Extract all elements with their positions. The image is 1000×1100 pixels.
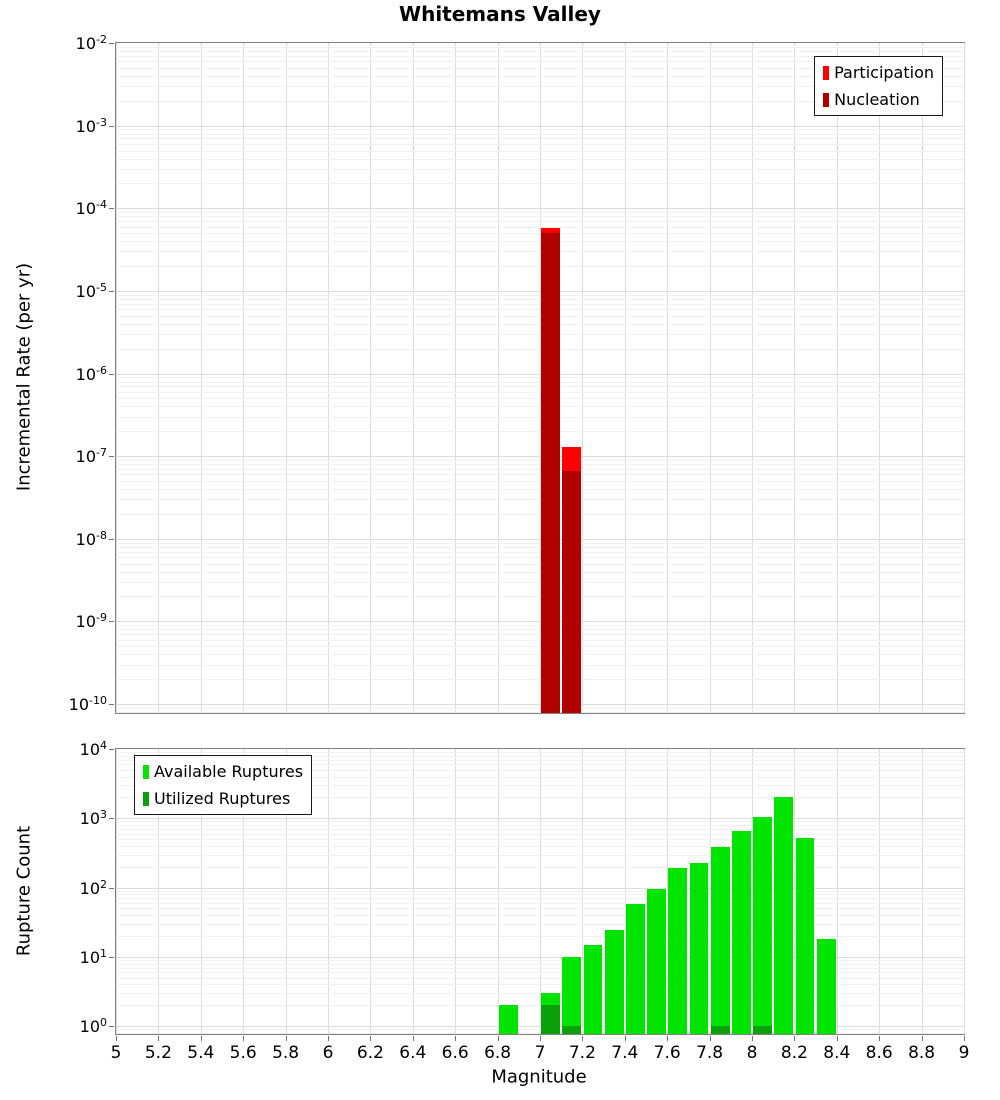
x-axis-tick-label: 6.8 — [484, 1043, 512, 1063]
legend-label-available-ruptures: Available Ruptures — [154, 762, 304, 781]
gridline-horizontal-minor — [116, 825, 964, 826]
gridline-horizontal-major — [116, 621, 964, 622]
gridline-horizontal-minor — [116, 144, 964, 145]
gridline-horizontal-minor — [116, 834, 964, 835]
x-axis-tick — [794, 1036, 795, 1041]
x-axis-tick-label: 5.4 — [187, 1043, 215, 1063]
bar-utilized-ruptures — [711, 1026, 730, 1034]
gridline-horizontal-minor — [116, 984, 964, 985]
chart-title: Whitemans Valley — [399, 2, 601, 26]
gridline-horizontal-major — [116, 208, 964, 209]
gridline-horizontal-minor — [116, 867, 964, 868]
participation-swatch-icon — [823, 66, 829, 80]
bar-available-ruptures — [626, 904, 645, 1034]
y-axis-tick — [109, 818, 114, 819]
gridline-horizontal-major — [116, 374, 964, 375]
gridline-horizontal-minor — [116, 138, 964, 139]
y-axis-tick — [109, 456, 114, 457]
gridline-horizontal-minor — [116, 386, 964, 387]
gridline-horizontal-minor — [116, 129, 964, 130]
bar-available-ruptures — [605, 930, 624, 1034]
x-axis-tick-label: 6.6 — [441, 1043, 469, 1063]
x-axis-tick-label: 7.8 — [696, 1043, 724, 1063]
x-axis-tick-label: 9 — [958, 1043, 970, 1063]
gridline-horizontal-minor — [116, 299, 964, 300]
gridline-horizontal-major — [116, 704, 964, 705]
gridline-horizontal-minor — [116, 382, 964, 383]
legend-label-utilized-ruptures: Utilized Ruptures — [154, 789, 291, 808]
gridline-horizontal-minor — [116, 829, 964, 830]
gridline-horizontal-minor — [116, 233, 964, 234]
gridline-horizontal-minor — [116, 964, 964, 965]
x-axis-tick — [201, 1036, 202, 1041]
gridline-horizontal-minor — [116, 629, 964, 630]
x-axis-tick-label: 6.4 — [399, 1043, 427, 1063]
y-axis-tick-label: $10^{-4}$ — [75, 198, 107, 219]
legend-entry-nucleation — [823, 86, 934, 113]
bar-available-ruptures — [817, 939, 836, 1034]
gridline-horizontal-minor — [116, 216, 964, 217]
x-axis-tick-label: 5.2 — [144, 1043, 172, 1063]
x-axis-tick — [158, 1036, 159, 1041]
gridline-horizontal-minor — [116, 266, 964, 267]
x-axis-tick — [964, 1036, 965, 1041]
gridline-horizontal-minor — [116, 1029, 964, 1030]
gridline-horizontal-minor — [116, 891, 964, 892]
gridline-horizontal-minor — [116, 514, 964, 515]
bar-available-ruptures — [647, 889, 666, 1034]
gridline-horizontal-minor — [116, 309, 964, 310]
available-ruptures-swatch-icon — [143, 765, 149, 779]
legend-entry-available-ruptures — [143, 758, 303, 785]
gridline-horizontal-minor — [116, 241, 964, 242]
gridline-horizontal-minor — [116, 903, 964, 904]
x-axis-tick — [243, 1036, 244, 1041]
y-axis-tick — [109, 539, 114, 540]
gridline-horizontal-minor — [116, 752, 964, 753]
x-axis-tick-label: 8.8 — [908, 1043, 936, 1063]
gridline-horizontal-minor — [116, 543, 964, 544]
gridline-horizontal-minor — [116, 460, 964, 461]
gridline-horizontal-minor — [116, 474, 964, 475]
bar-nucleation — [562, 471, 581, 713]
x-axis-tick — [922, 1036, 923, 1041]
gridline-horizontal-minor — [116, 552, 964, 553]
bar-available-ruptures — [668, 868, 687, 1034]
x-axis-tick-label: 8.4 — [823, 1043, 851, 1063]
gridline-horizontal-major — [116, 957, 964, 958]
x-axis-tick-label: 7.4 — [611, 1043, 639, 1063]
x-axis-tick-label: 8 — [746, 1043, 758, 1063]
x-axis-tick — [116, 1036, 117, 1041]
gridline-horizontal-minor — [116, 564, 964, 565]
y-axis-tick — [109, 1026, 114, 1027]
gridline-horizontal-minor — [116, 398, 964, 399]
y-axis-label-rupture-count: Rupture Count — [13, 825, 35, 957]
y-axis-tick-label: $10^{-8}$ — [75, 528, 107, 549]
y-axis-label-incremental-rate: Incremental Rate (per yr) — [13, 262, 35, 492]
nucleation-swatch-icon — [823, 93, 829, 107]
gridline-horizontal-minor — [116, 712, 964, 713]
utilized-ruptures-swatch-icon — [143, 792, 149, 806]
gridline-horizontal-minor — [116, 489, 964, 490]
x-axis-tick-label: 8.2 — [780, 1043, 808, 1063]
x-axis-tick — [328, 1036, 329, 1041]
y-axis-tick-label: $10^{-7}$ — [75, 445, 107, 467]
y-axis-tick-label: $10^4$ — [79, 738, 107, 760]
gridline-horizontal-minor — [116, 221, 964, 222]
gridline-horizontal-minor — [116, 898, 964, 899]
x-axis-label-magnitude: Magnitude — [491, 1066, 587, 1088]
x-axis-tick-label: 6.2 — [356, 1043, 384, 1063]
gridline-horizontal-minor — [116, 572, 964, 573]
gridline-horizontal-minor — [116, 431, 964, 432]
bar-nucleation — [541, 233, 560, 713]
y-axis-tick-label: $10^3$ — [79, 808, 107, 829]
top-chart-panel — [68, 32, 965, 715]
y-axis-tick — [109, 374, 114, 375]
gridline-horizontal-minor — [116, 304, 964, 305]
gridline-vertical — [964, 43, 965, 713]
bar-available-ruptures — [690, 863, 709, 1035]
bar-available-ruptures — [774, 797, 793, 1034]
gridline-horizontal-major — [116, 291, 964, 292]
gridline-horizontal-minor — [116, 212, 964, 213]
y-axis-tick-label: $10^0$ — [79, 1015, 107, 1037]
gridline-horizontal-minor — [116, 1033, 964, 1034]
gridline-horizontal-minor — [116, 968, 964, 969]
gridline-horizontal-minor — [116, 839, 964, 840]
gridline-horizontal-minor — [116, 625, 964, 626]
bar-available-ruptures — [796, 838, 815, 1034]
gridline-horizontal-minor — [116, 377, 964, 378]
gridline-horizontal-minor — [116, 924, 964, 925]
gridline-horizontal-minor — [116, 640, 964, 641]
y-axis-tick-label: $10^{-5}$ — [75, 280, 107, 301]
y-axis-tick-label: $10^{-6}$ — [75, 363, 107, 384]
x-axis-tick — [413, 1036, 414, 1041]
gridline-vertical — [964, 749, 965, 1034]
gridline-horizontal-minor — [116, 481, 964, 482]
x-axis-tick — [370, 1036, 371, 1041]
gridline-horizontal-minor — [116, 634, 964, 635]
y-axis-tick-label: $10^{-9}$ — [75, 611, 107, 632]
y-axis-tick-label: $10^{-3}$ — [75, 115, 107, 136]
gridline-horizontal-minor — [116, 654, 964, 655]
gridline-horizontal-minor — [116, 894, 964, 895]
y-axis-tick-label: $10^1$ — [79, 946, 107, 967]
gridline-horizontal-minor — [116, 908, 964, 909]
bar-utilized-ruptures — [753, 1026, 772, 1034]
x-axis-tick — [879, 1036, 880, 1041]
x-axis-tick-label: 5 — [110, 1043, 122, 1063]
gridline-horizontal-minor — [116, 547, 964, 548]
bar-available-ruptures — [584, 945, 603, 1034]
gridline-horizontal-minor — [116, 349, 964, 350]
y-axis-tick — [109, 957, 114, 958]
gridline-horizontal-minor — [116, 469, 964, 470]
gridline-horizontal-minor — [116, 596, 964, 597]
gridline-horizontal-minor — [116, 821, 964, 822]
gridline-horizontal-minor — [116, 978, 964, 979]
x-axis-tick-label: 7.2 — [568, 1043, 596, 1063]
gridline-horizontal-minor — [116, 151, 964, 152]
gridline-horizontal-minor — [116, 582, 964, 583]
y-axis-tick — [109, 888, 114, 889]
gridline-horizontal-minor — [116, 846, 964, 847]
gridline-horizontal-minor — [116, 183, 964, 184]
gridline-horizontal-minor — [116, 169, 964, 170]
legend-label-participation: Participation — [834, 63, 934, 82]
y-axis-tick-label: $10^2$ — [79, 877, 107, 898]
x-axis-tick-label: 5.8 — [272, 1043, 300, 1063]
gridline-horizontal-minor — [116, 392, 964, 393]
y-axis-tick-label: $10^{-10}$ — [68, 693, 107, 715]
legend-label-nucleation: Nucleation — [834, 90, 920, 109]
gridline-horizontal-minor — [116, 334, 964, 335]
gridline-horizontal-minor — [116, 251, 964, 252]
gridline-horizontal-minor — [116, 936, 964, 937]
gridline-horizontal-minor — [116, 993, 964, 994]
x-axis-tick — [498, 1036, 499, 1041]
gridline-horizontal-minor — [116, 159, 964, 160]
y-axis-tick — [109, 208, 114, 209]
gridline-horizontal-minor — [116, 47, 964, 48]
x-axis-tick — [582, 1036, 583, 1041]
bar-available-ruptures — [711, 847, 730, 1034]
bar-available-ruptures — [562, 957, 581, 1034]
bar-available-ruptures — [732, 831, 751, 1034]
x-axis-tick-label: 6 — [322, 1043, 334, 1063]
y-axis-tick — [109, 749, 114, 750]
x-axis-tick — [540, 1036, 541, 1041]
y-axis-tick-label: $10^{-2}$ — [75, 32, 107, 54]
gridline-horizontal-minor — [116, 464, 964, 465]
x-axis-tick — [837, 1036, 838, 1041]
gridline-horizontal-minor — [116, 324, 964, 325]
gridline-horizontal-minor — [116, 295, 964, 296]
gridline-horizontal-minor — [116, 557, 964, 558]
x-axis-tick — [286, 1036, 287, 1041]
gridline-horizontal-major — [116, 126, 964, 127]
x-axis-tick-label: 7.6 — [653, 1043, 681, 1063]
y-axis-tick — [109, 43, 114, 44]
gridline-horizontal-minor — [116, 972, 964, 973]
gridline-horizontal-minor — [116, 708, 964, 709]
y-axis-tick — [109, 704, 114, 705]
gridline-horizontal-major — [116, 888, 964, 889]
gridline-horizontal-minor — [116, 406, 964, 407]
x-axis-tick-label: 8.6 — [865, 1043, 893, 1063]
x-axis-tick-label: 7 — [534, 1043, 546, 1063]
gridline-horizontal-major — [116, 539, 964, 540]
gridline-horizontal-minor — [116, 134, 964, 135]
gridline-horizontal-major — [116, 818, 964, 819]
y-axis-tick — [109, 621, 114, 622]
y-axis-tick — [109, 291, 114, 292]
gridline-horizontal-minor — [116, 227, 964, 228]
x-axis-tick — [667, 1036, 668, 1041]
gridline-horizontal-minor — [116, 915, 964, 916]
gridline-horizontal-minor — [116, 679, 964, 680]
x-axis-tick — [752, 1036, 753, 1041]
gridline-horizontal-minor — [116, 960, 964, 961]
gridline-horizontal-minor — [116, 646, 964, 647]
bar-utilized-ruptures — [541, 1005, 560, 1034]
gridline-horizontal-minor — [116, 665, 964, 666]
bottom-chart-panel — [79, 738, 970, 1063]
x-axis-tick — [455, 1036, 456, 1041]
gridline-horizontal-minor — [116, 51, 964, 52]
gridline-horizontal-minor — [116, 417, 964, 418]
x-axis-tick — [710, 1036, 711, 1041]
gridline-horizontal-minor — [116, 499, 964, 500]
bar-available-ruptures — [499, 1005, 518, 1034]
legend-top — [814, 56, 943, 116]
gridline-horizontal-major — [116, 456, 964, 457]
legend-entry-participation — [823, 59, 934, 86]
gridline-horizontal-major — [116, 1026, 964, 1027]
x-axis-tick — [625, 1036, 626, 1041]
gridline-horizontal-minor — [116, 316, 964, 317]
bar-available-ruptures — [753, 817, 772, 1034]
x-axis-tick-label: 5.6 — [229, 1043, 257, 1063]
y-axis-tick — [109, 126, 114, 127]
gridline-horizontal-minor — [116, 1005, 964, 1006]
legend-bottom — [134, 755, 312, 815]
bar-utilized-ruptures — [562, 1026, 581, 1034]
legend-entry-utilized-ruptures — [143, 785, 303, 812]
gridline-horizontal-minor — [116, 855, 964, 856]
